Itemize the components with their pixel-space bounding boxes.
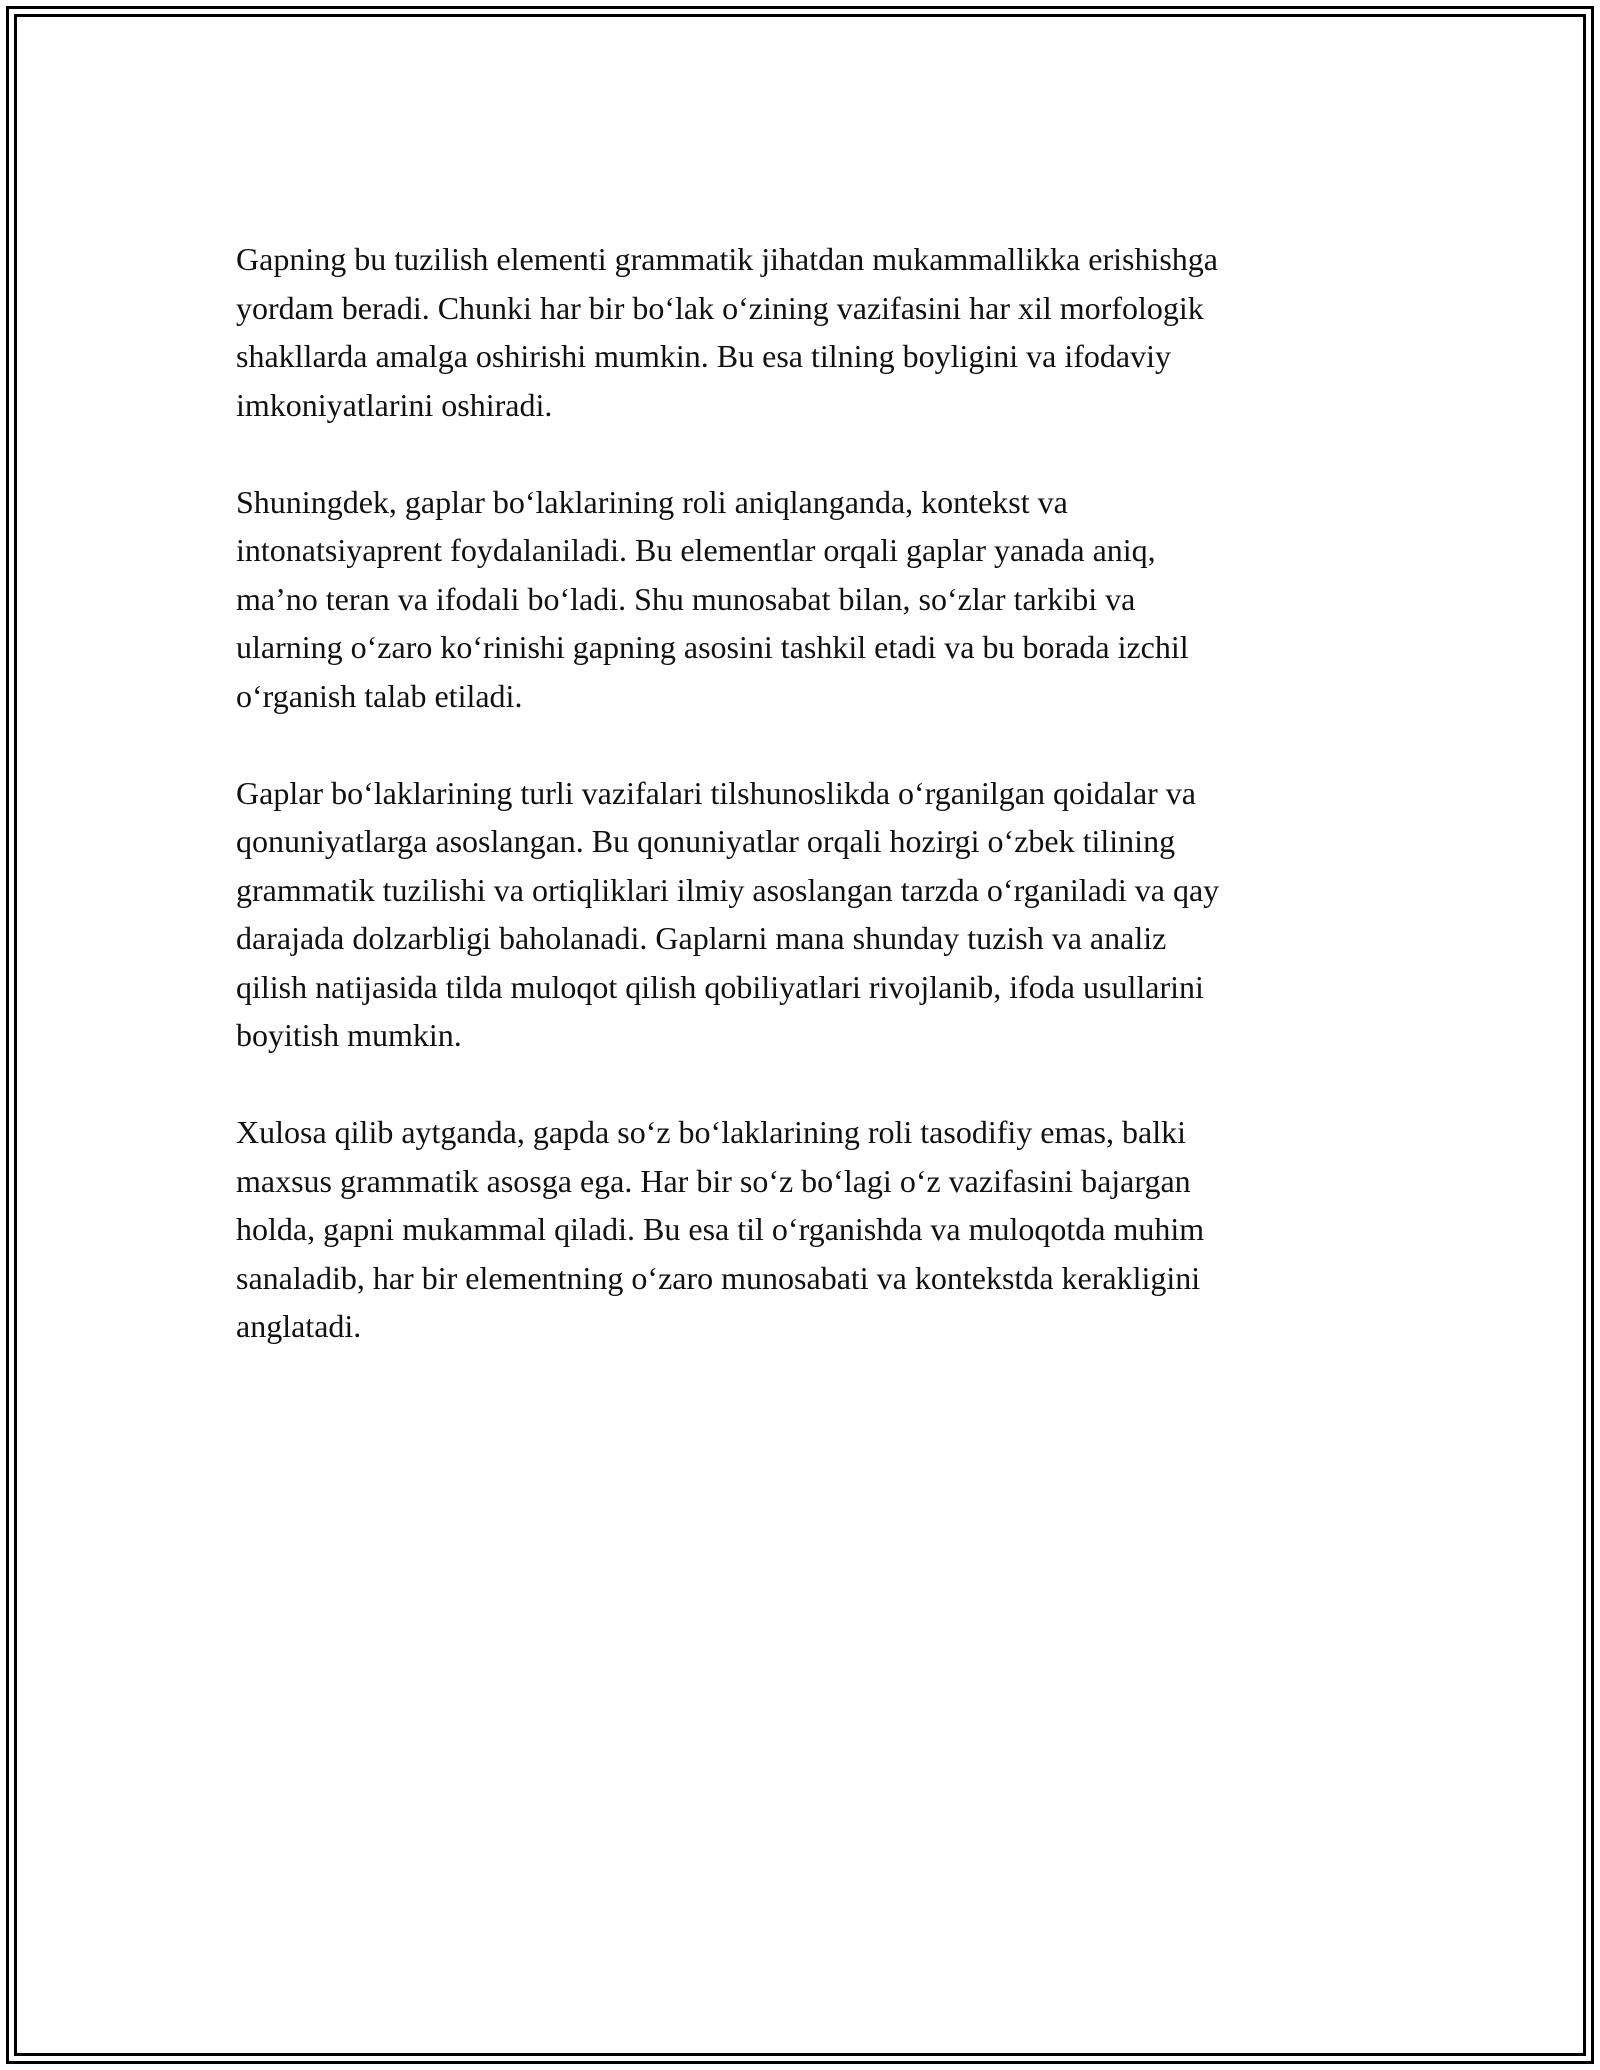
paragraph-2: Shuningdek, gaplar bo‘laklarining roli aniqlanganda, kontekst va intonatsiyaprent foydalaniladi. Bu elementlar orqali gaplar yanada aniq, ma’no teran va ifodali bo‘ladi. Shu munosabat bilan, so‘zlar tarkibi va ularning o‘zaro ko‘rinishi gapning asosini tashkil etadi va bu borada izchil o‘rganish talab etiladi. bbox=[236, 483, 1189, 714]
paragraph-4: Xulosa qilib aytganda, gapda so‘z bo‘laklarining roli tasodifiy emas, balki maxsus grammatik asosga ega. Har bir so‘z bo‘lagi o‘z vazifasini bajargan holda, gapni mukammal qiladi. Bu esa til o‘rganishda va muloqotda muhim sanaladib, har bir elementning o‘zaro munosabati va kontekstda kerakligini anglatadi. bbox=[236, 1114, 1205, 1344]
paragraph-1: Gapning bu tuzilish elementi grammatik jihatdan mukammallikka erishishga yordam beradi. Chunki har bir bo‘lak o‘zining vazifasini har xil morfologik shakllarda amalga oshirishi mumkin. Bu esa tilning boyligini va ifodaviy imkoniyatlarini oshiradi. bbox=[236, 241, 1218, 423]
document-body bbox=[236, 235, 1366, 1399]
paragraph-3: Gaplar bo‘laklarining turli vazifalari tilshunoslikda o‘rganilgan qoidalar va qonuniyatlarga asoslangan. Bu qonuniyatlar orqali hozirgi o‘zbek tilining grammatik tuzilishi va ortiqliklari ilmiy asoslangan tarzda o‘rganiladi va qay darajada dolzarbligi baholanadi. Gaplarni mana shunday tuzish va analiz qilish natijasida tilda muloqot qilish qobiliyatlari rivojlanib, ifoda usullarini boyitish mumkin. bbox=[236, 774, 1220, 1053]
